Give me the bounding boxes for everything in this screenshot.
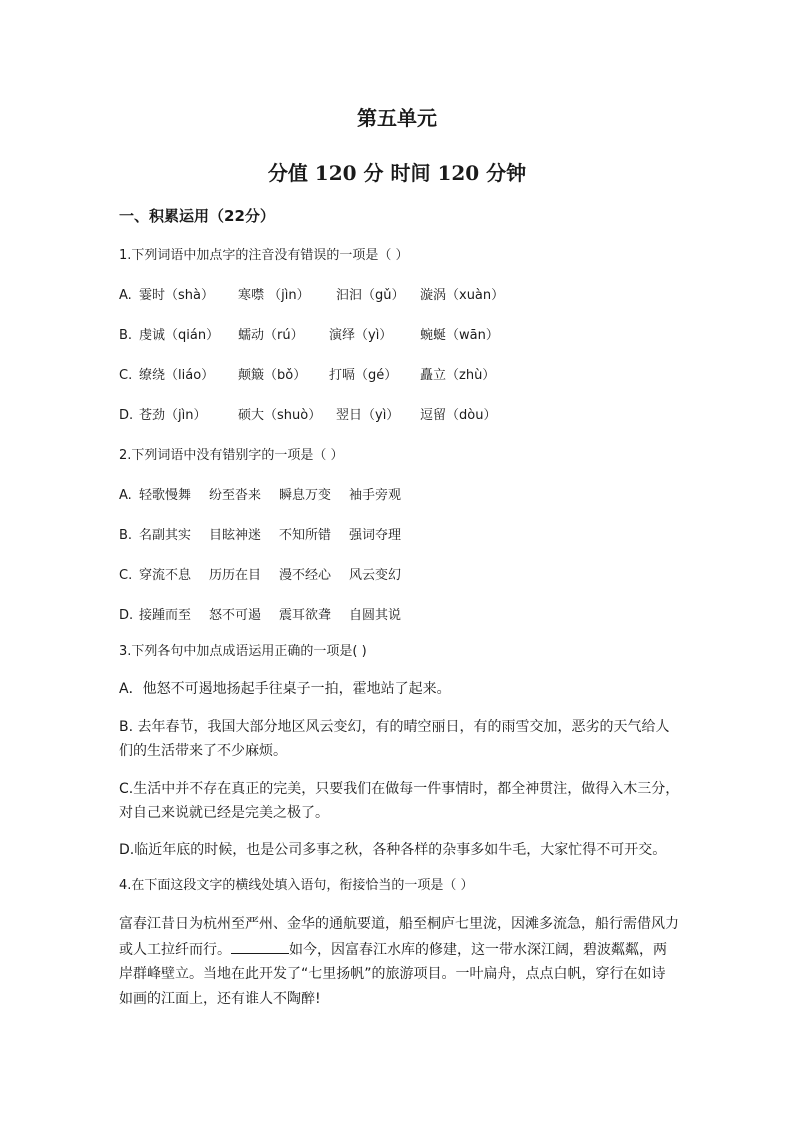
option-item: 目眩神迷 (209, 528, 262, 543)
option-item: 怒不可遏 (209, 608, 262, 623)
option-item: 蜿蜒（wān） (420, 328, 499, 343)
option-item: 苍劲（jìn） (139, 408, 207, 423)
section-heading-accumulation: 一、积累运用（22分） (119, 207, 275, 225)
q1-stem: 1.下列词语中加点字的注音没有错误的一项是（ ） (119, 248, 409, 263)
option-item: 纷至沓来 (209, 488, 262, 503)
option-item: 震耳欲聋 (279, 608, 332, 623)
option-label: A. (119, 488, 132, 503)
option-item: 袖手旁观 (349, 488, 402, 503)
q3-stem: 3.下列各句中加点成语运用正确的一项是( ) (119, 644, 367, 659)
q3-option-b-line2: 们的生活带来了不少麻烦。 (119, 743, 287, 759)
option-item: 逗留（dòu） (420, 408, 497, 423)
option-item: 瞬息万变 (279, 488, 332, 503)
option-item: 风云变幻 (349, 568, 402, 583)
fill-in-blank (231, 939, 289, 954)
option-label: D. (119, 408, 134, 423)
option-item: 蠕动（rú） (238, 328, 304, 343)
option-item: 接踵而至 (139, 608, 192, 623)
option-item: 颠簸（bǒ） (238, 368, 307, 383)
option-item: 穿流不息 (139, 568, 192, 583)
q4-passage-line4: 如画的江面上，还有谁人不陶醉! (119, 991, 321, 1007)
q3-option-d: D.临近年底的时候，也是公司多事之秋，各种各样的杂事多如牛毛，大家忙得不可开交。 (119, 842, 667, 858)
option-label: C. (119, 568, 133, 583)
option-item: 汩汩（gǔ） (336, 288, 405, 303)
option-item: 翌日（yì） (336, 408, 400, 423)
q3-option-b-line1: B. 去年春节，我国大部分地区风云变幻，有的晴空丽日，有的雨雪交加，恶劣的天气给人 (119, 719, 670, 735)
q3-option-a: A．他怒不可遏地扬起手往桌子一拍，霍地站了起来。 (119, 681, 451, 697)
option-item: 轻歌慢舞 (139, 488, 192, 503)
option-item: 漫不经心 (279, 568, 332, 583)
option-item: 名副其实 (139, 528, 192, 543)
option-item: 历历在目 (209, 568, 262, 583)
q3-option-c-line1: C.生活中并不存在真正的完美，只要我们在做每一件事情时，都全神贯注，做得入木三分， (119, 781, 680, 797)
q3-option-c-line2: 对自己来说就已经是完美之极了。 (119, 805, 329, 821)
option-item: 打嗝（gé） (329, 368, 398, 383)
option-item: 缭绕（liáo） (139, 368, 215, 383)
option-item: 寒噤 （jìn） (238, 288, 310, 303)
q2-stem: 2.下列词语中没有错别字的一项是（ ） (119, 448, 344, 463)
option-label: D. (119, 608, 134, 623)
option-item: 矗立（zhù） (420, 368, 496, 383)
option-item: 硕大（shuò） (238, 408, 322, 423)
option-label: B. (119, 528, 133, 543)
q4-stem: 4.在下面这段文字的横线处填入语句，衔接恰当的一项是（ ） (119, 878, 474, 893)
option-item: 演绎（yì） (329, 328, 393, 343)
option-item: 不知所错 (279, 528, 332, 543)
passage-text: 如今，因富春江水库的修建，这一带水深江阔，碧波粼粼，两 (289, 942, 667, 958)
q4-passage-line1: 富春江昔日为杭州至严州、金华的通航要道，船至桐庐七里泷，因滩多流急，船行需借风力 (119, 916, 679, 932)
option-item: 强词夺理 (349, 528, 402, 543)
score-time-subtitle: 分值 120 分 时间 120 分钟 (267, 161, 527, 185)
option-label: B. (119, 328, 133, 343)
option-item: 虔诚（qián） (139, 328, 220, 343)
option-item: 漩涡（xuàn） (420, 288, 505, 303)
page-title: 第五单元 (357, 106, 437, 130)
option-label: C. (119, 368, 133, 383)
passage-text: 或人工拉纤而行。 (119, 942, 231, 958)
option-item: 自圆其说 (349, 608, 402, 623)
q4-passage-line3: 岸群峰壁立。当地在此开发了“七里扬帆”的旅游项目。一叶扁舟，点点白帆，穿行在如诗 (119, 966, 666, 982)
option-label: A. (119, 288, 132, 303)
q4-passage-line2 (119, 939, 679, 960)
option-item: 霎时（shà） (139, 288, 214, 303)
